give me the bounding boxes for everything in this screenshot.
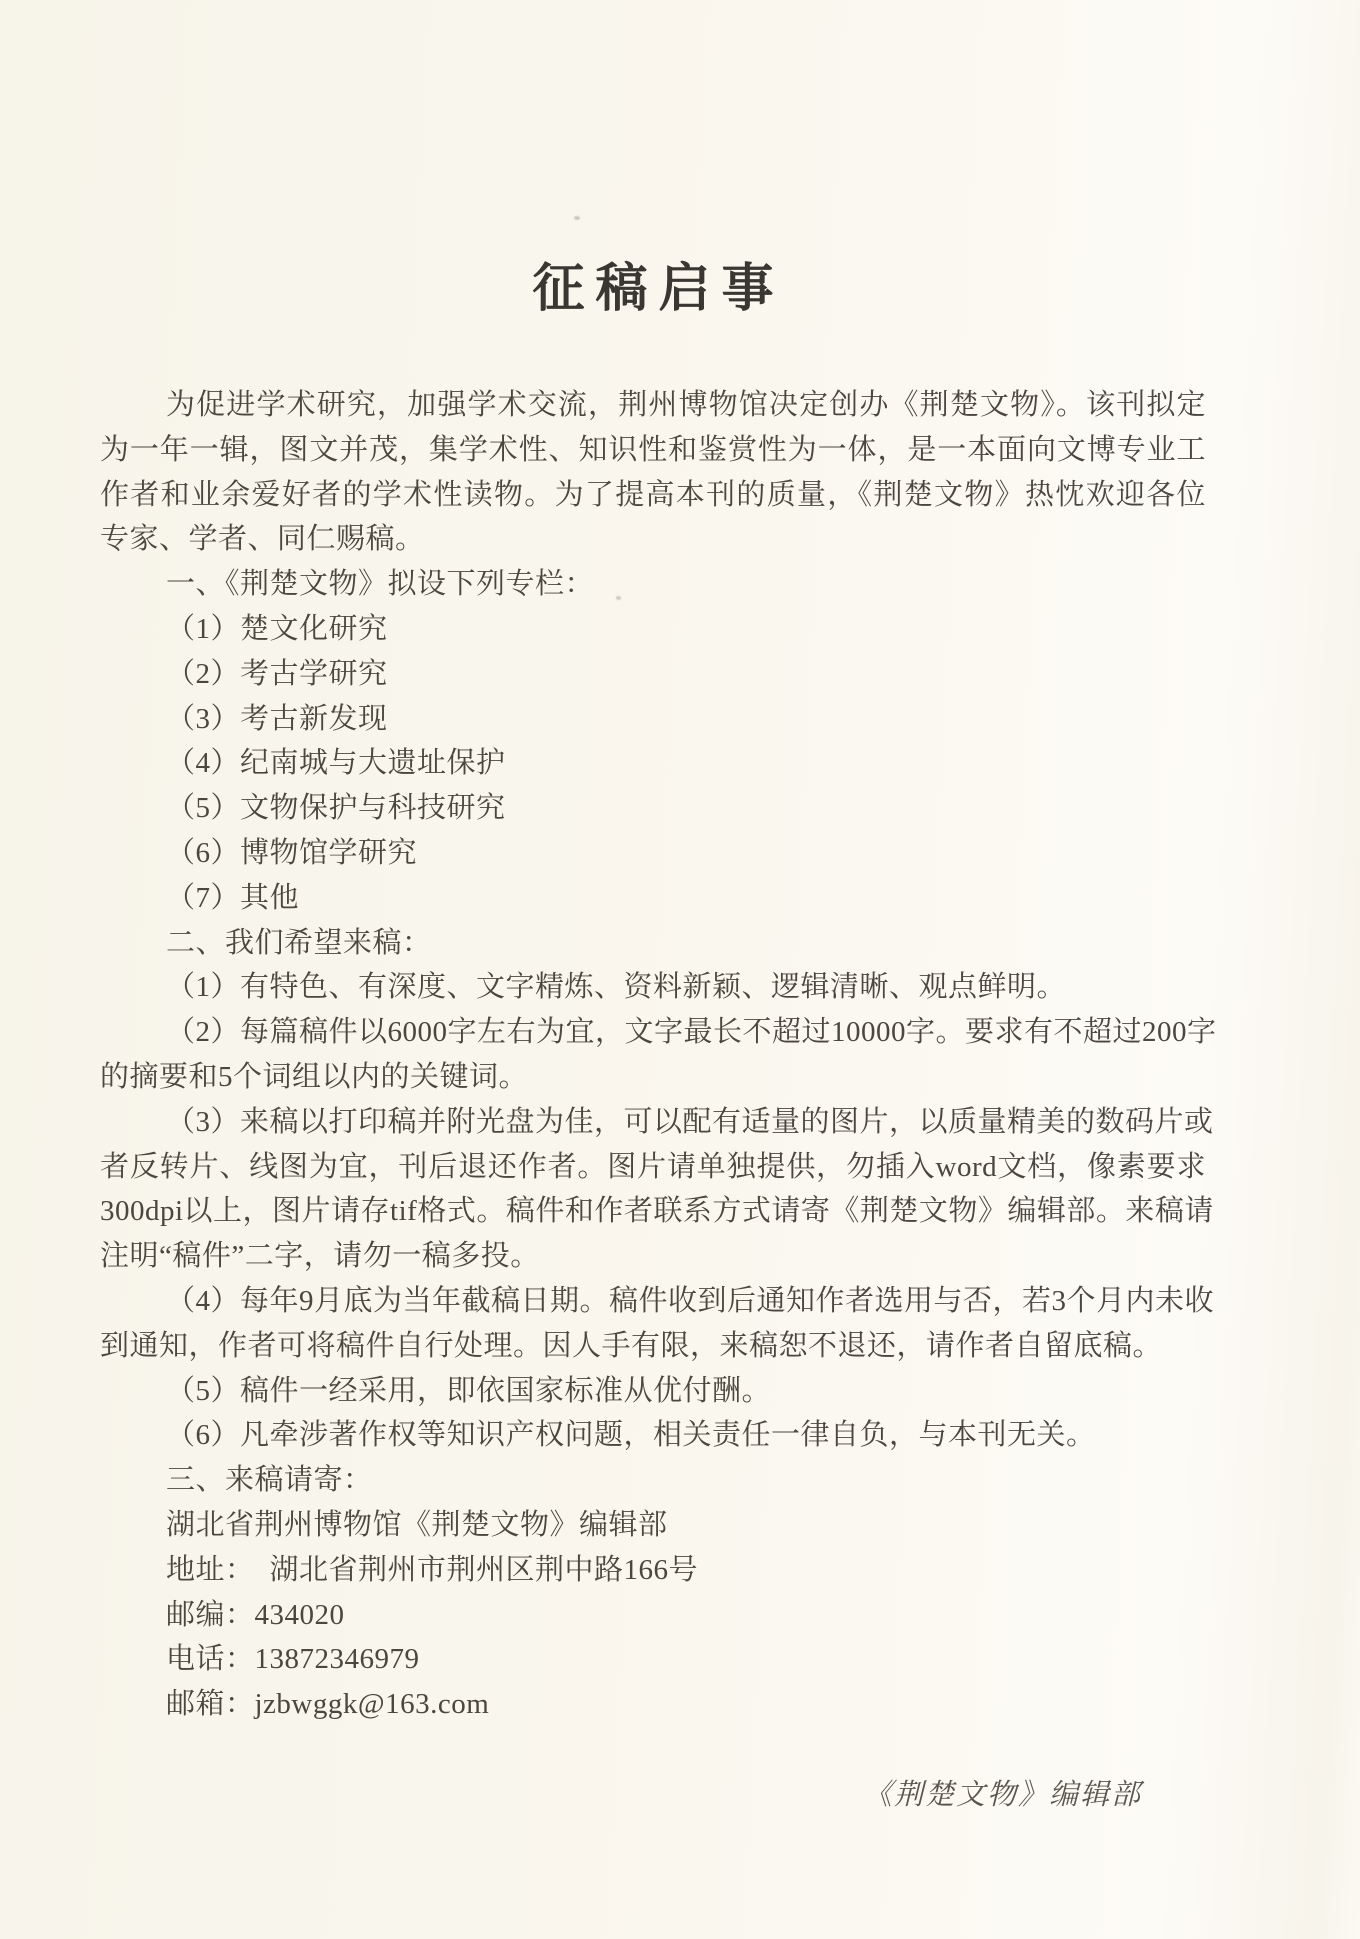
text-line: 三、来稿请寄：: [166, 1464, 373, 1497]
text-line: 的摘要和5个词组以内的关键词。: [100, 1060, 529, 1093]
text-line: （4）纪南城与大遗址保护: [166, 747, 506, 780]
text-line: （3）来稿以打印稿并附光盘为佳，可以配有适量的图片，以质量精美的数码片或: [166, 1105, 1214, 1138]
text-line: 一、《荆楚文物》拟设下列专栏：: [166, 568, 595, 601]
text-line: （6）博物馆学研究: [166, 836, 418, 869]
text-line: 者反转片、线图为宜，刊后退还作者。图片请单独提供，勿插入word文档，像素要求: [100, 1150, 1206, 1183]
text-line: 到通知，作者可将稿件自行处理。因人手有限，来稿恕不退还，请作者自留底稿。: [100, 1329, 1163, 1362]
text-line: 作者和业余爱好者的学术性读物。为了提高本刊的质量，《荆楚文物》热忱欢迎各位: [100, 478, 1206, 511]
text-line: （2）每篇稿件以6000字左右为宜，文字最长不超过10000字。要求有不超过200字: [166, 1016, 1217, 1049]
text-line: （3）考古新发现: [166, 702, 388, 735]
text-line: 二、我们希望来稿：: [166, 926, 432, 959]
text-line: 邮箱：jzbwggk@163.com: [166, 1688, 490, 1721]
page-title: 征稿启事: [532, 261, 785, 318]
text-line: 湖北省荆州博物馆《荆楚文物》编辑部: [166, 1508, 668, 1541]
text-line: （1）有特色、有深度、文字精炼、资料新颖、逻辑清晰、观点鲜明。: [166, 971, 1067, 1004]
text-line: （2）考古学研究: [166, 657, 388, 690]
text-line: （5）稿件一经采用，即依国家标准从优付酬。: [166, 1374, 772, 1407]
text-line: （7）其他: [166, 881, 300, 914]
editorial-signature: 《荆楚文物》编辑部: [862, 1779, 1142, 1811]
text-line: 注明“稿件”二字，请勿一稿多投。: [100, 1240, 540, 1273]
scan-speck: [574, 216, 580, 220]
text-line: 电话：13872346979: [166, 1643, 420, 1676]
scan-speck: [616, 596, 621, 600]
text-line: （5）文物保护与科技研究: [166, 792, 506, 825]
text-line: 专家、学者、同仁赐稿。: [100, 523, 425, 556]
text-line: 300dpi以上，图片请存tif格式。稿件和作者联系方式请寄《荆楚文物》编辑部。来稿请: [100, 1195, 1214, 1228]
text-line: （4）每年9月底为当年截稿日期。稿件收到后通知作者选用与否，若3个月内未收: [166, 1284, 1215, 1317]
text-line: （6）凡牵涉著作权等知识产权问题，相关责任一律自负，与本刊无关。: [166, 1419, 1096, 1452]
document-body: [100, 383, 1217, 1727]
text-line: 为一年一辑，图文并茂，集学术性、知识性和鉴赏性为一体，是一本面向文博专业工: [100, 433, 1206, 466]
text-line: 邮编：434020: [166, 1598, 345, 1631]
text-line: 为促进学术研究，加强学术交流，荆州博物馆决定创办《荆楚文物》。该刊拟定: [166, 389, 1206, 421]
text-line: （1）楚文化研究: [166, 612, 388, 645]
text-line: 地址： 湖北省荆州市荆州区荆中路166号: [166, 1553, 699, 1586]
